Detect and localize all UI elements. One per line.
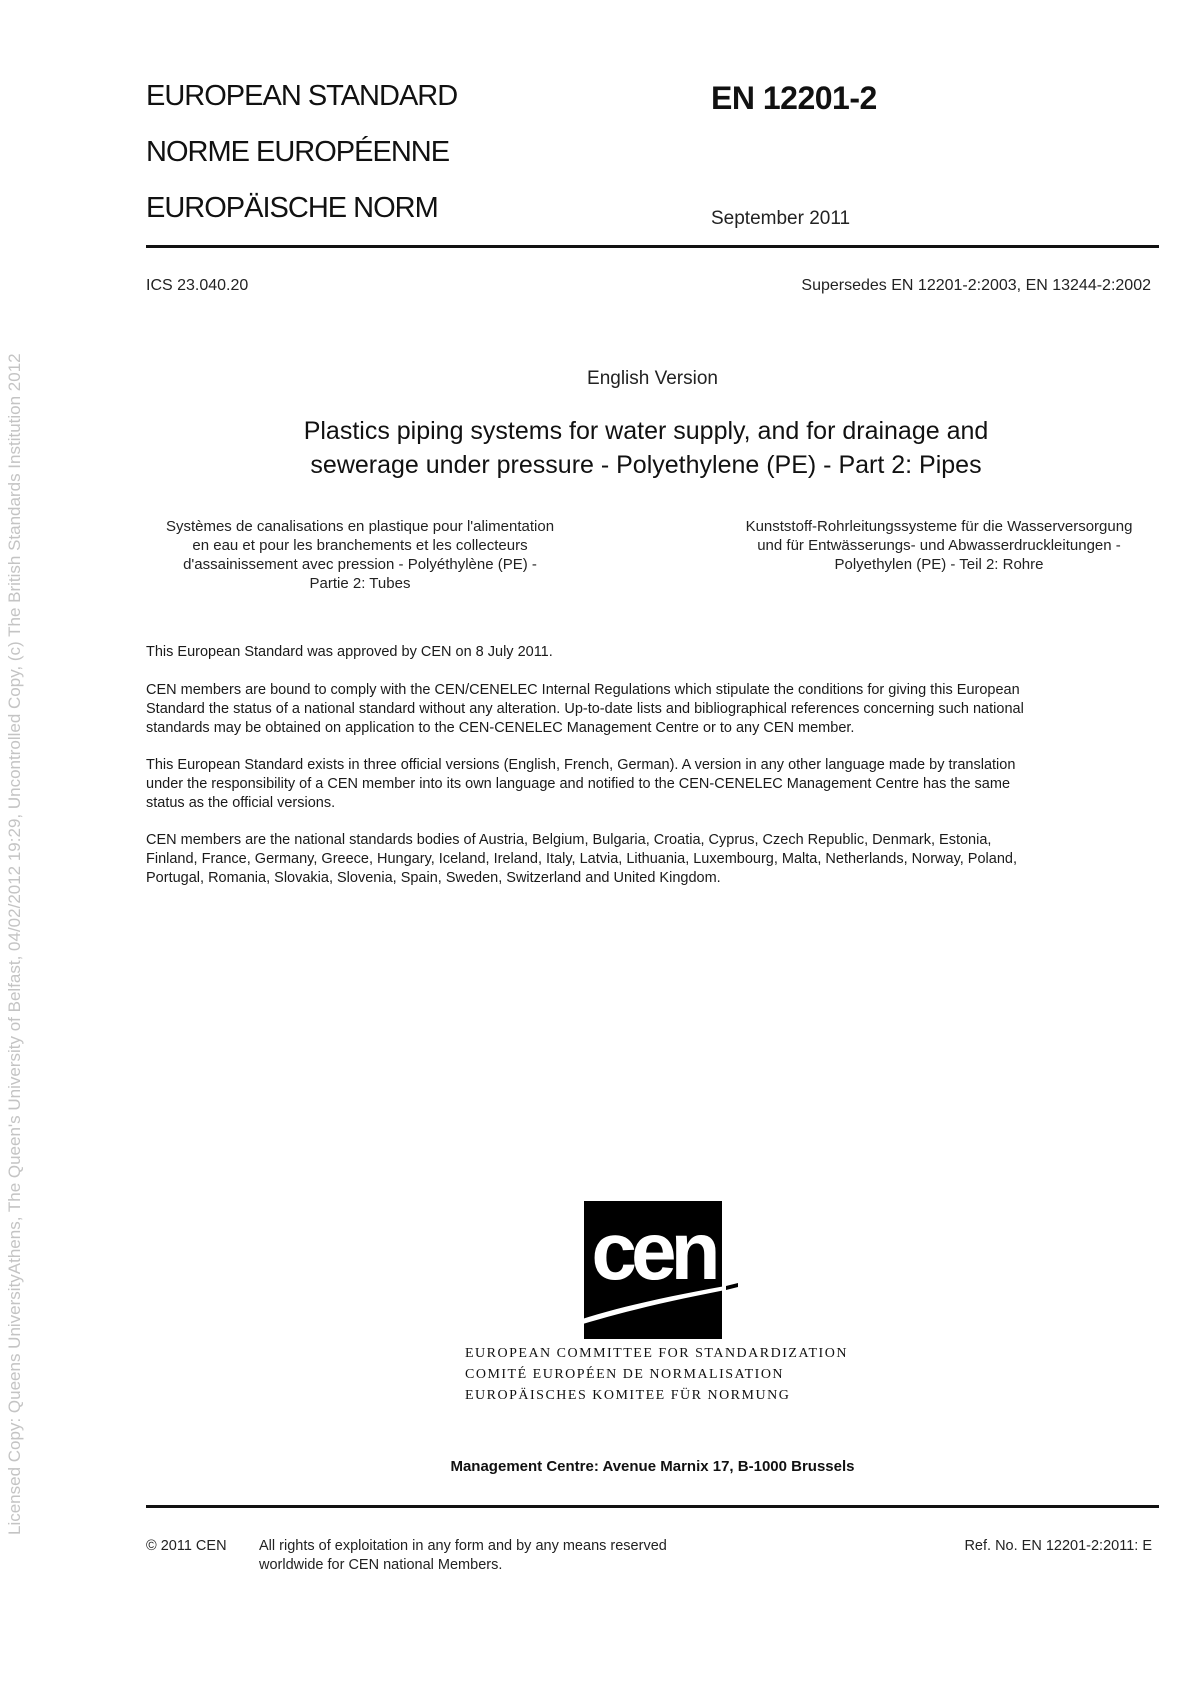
committee-name-fr: COMITÉ EUROPÉEN DE NORMALISATION [465, 1367, 785, 1382]
paragraph-line: status as the official versions. [146, 795, 336, 811]
paragraph-line: CEN members are the national standards bodies of Austria, Belgium, Bulgaria, Croatia, Cyprus, Czech Republic, Denmark, Estonia, [146, 832, 992, 848]
french-title-line: en eau et pour les branchements et les collecteurs [192, 537, 528, 554]
french-title-line: Systèmes de canalisations en plastique pour l'alimentation [165, 518, 555, 535]
paragraph-line: Standard the status of a national standard without any alteration. Up-to-date lists and bibliographical references concerning such national [146, 701, 1024, 717]
german-title [714, 517, 1164, 574]
german-title-line: Polyethylen (PE) - Teil 2: Rohre [834, 556, 1044, 573]
french-title-line: Partie 2: Tubes [309, 575, 411, 592]
paragraph-line: CEN members are bound to comply with the CEN/CENELEC Internal Regulations which stipulate the conditions for giving this European [146, 682, 1020, 698]
members-paragraph [146, 831, 1166, 888]
management-centre: Management Centre: Avenue Marnix 17, B-1000 Brussels [450, 1458, 855, 1475]
rights-line: worldwide for CEN national Members. [259, 1557, 503, 1573]
paragraph-line: This European Standard was approved by CEN on 8 July 2011. [146, 644, 553, 660]
german-title-line: und für Entwässerungs- und Abwasserdruckleitungen - [757, 537, 1121, 554]
french-title [140, 517, 580, 593]
document-title [160, 414, 1132, 482]
paragraph-line: under the responsibility of a CEN member into its own language and notified to the CEN-CENELEC Management Centre has the same [146, 776, 1011, 792]
german-title-line: Kunststoff-Rohrleitungssysteme für die Wasserversorgung [745, 518, 1133, 535]
approval-paragraph [146, 643, 1166, 662]
header-line-de: EUROPÄISCHE NORM [146, 192, 438, 224]
copyright: © 2011 CEN [146, 1538, 227, 1554]
committee-name-en: EUROPEAN COMMITTEE FOR STANDARDIZATION [465, 1346, 848, 1361]
ics-code: ICS 23.040.20 [146, 277, 249, 294]
supersedes-note: Supersedes EN 12201-2:2003, EN 13244-2:2002 [801, 277, 1151, 294]
paragraph-line: Portugal, Romania, Slovakia, Slovenia, Spain, Sweden, Switzerland and United Kingdom. [146, 870, 721, 886]
paragraph-line: standards may be obtained on application to the CEN-CENELEC Management Centre or to any CEN member. [146, 720, 855, 736]
license-watermark: Licensed Copy: Queens UniversityAthens, The Queen's University of Belfast, 04/02/2012 19:29, Uncontrolled Copy, (c) The British Standards Institution 2012 [5, 353, 24, 1535]
compliance-paragraph [146, 681, 1166, 738]
publication-date: September 2011 [711, 208, 851, 229]
footer-rule [146, 1505, 1159, 1508]
header-line-fr: NORME EUROPÉENNE [146, 136, 450, 168]
french-title-line: d'assainissement avec pression - Polyéthylène (PE) - [183, 556, 537, 573]
standard-code: EN 12201-2 [711, 80, 877, 116]
committee-names [465, 1343, 885, 1406]
title-line-1: Plastics piping systems for water supply, and for drainage and [303, 417, 989, 445]
header-rule [146, 245, 1159, 248]
reference-number: Ref. No. EN 12201-2:2011: E [964, 1538, 1152, 1554]
versions-paragraph [146, 756, 1166, 813]
rights-line: All rights of exploitation in any form and by any means reserved [259, 1538, 667, 1554]
committee-name-de: EUROPÄISCHES KOMITEE FÜR NORMUNG [465, 1388, 791, 1403]
version-label: English Version [587, 368, 718, 389]
paragraph-line: Finland, France, Germany, Greece, Hungary, Iceland, Ireland, Italy, Latvia, Lithuania, Luxembourg, Malta, Netherlands, Norway, Poland, [146, 851, 1017, 867]
cen-logo-word: cen [591, 1206, 715, 1297]
header-line-en: EUROPEAN STANDARD [146, 80, 458, 112]
paragraph-line: This European Standard exists in three official versions (English, French, German). A version in any other language made by translation [146, 757, 1016, 773]
title-line-2: sewerage under pressure - Polyethylene (PE) - Part 2: Pipes [310, 451, 982, 479]
cen-logo-swoosh [560, 1268, 740, 1338]
rights-statement [259, 1537, 667, 1575]
